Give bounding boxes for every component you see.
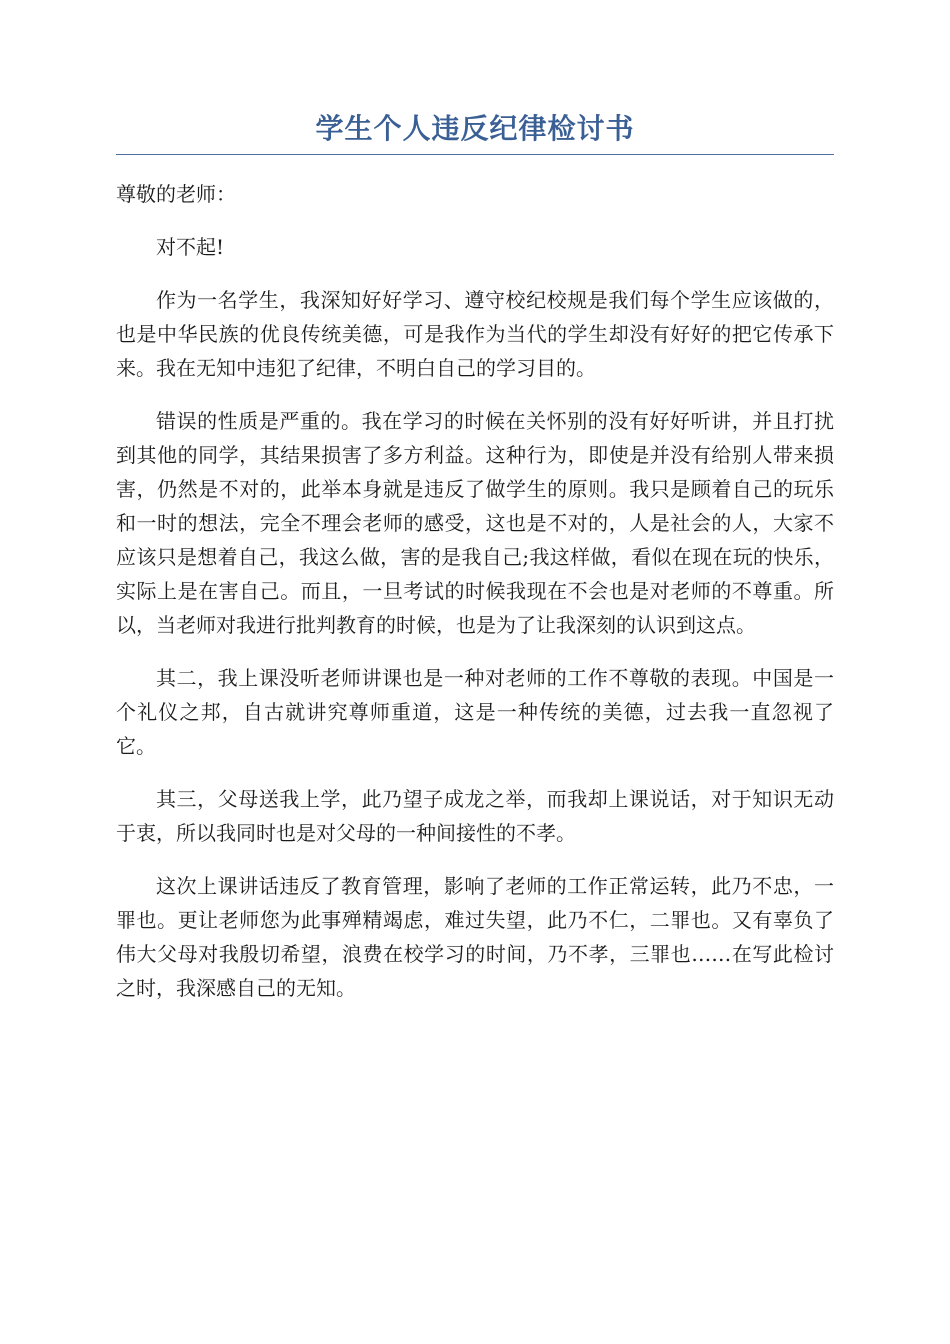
paragraph-apology: 对不起! [156, 235, 225, 259]
document-title: 学生个人违反纪律检讨书 [315, 112, 635, 145]
paragraph-conclusion: 这次上课讲话违反了教育管理，影响了老师的工作正常运转，此乃不忠，一罪也。更让老师您为此事殚精竭虑，难过失望，此乃不仁，二罪也。又有辜负了伟大父母对我殷切希望，浪费在校学习的时间，乃不孝，三罪也……在写此检讨之时，我深感自己的无知。 [116, 874, 834, 1000]
salutation: 尊敬的老师： [116, 182, 236, 206]
document-page [116, 108, 834, 1024]
paragraph-intro: 作为一名学生，我深知好好学习、遵守校纪校规是我们每个学生应该做的，也是中华民族的优良传统美德，可是我作为当代的学生却没有好好的把它传承下来。我在无知中违犯了纪律，不明白自己的学习目的。 [116, 288, 834, 380]
paragraph-third-point: 其三，父母送我上学，此乃望子成龙之举，而我却上课说话，对于知识无动于衷，所以我同时也是对父母的一种间接性的不孝。 [116, 787, 834, 845]
title-underline [116, 154, 834, 155]
paragraph-second-point: 其二，我上课没听老师讲课也是一种对老师的工作不尊敬的表现。中国是一个礼仪之邦，自古就讲究尊师重道，这是一种传统的美德，过去我一直忽视了它。 [116, 666, 834, 758]
paragraph-nature-of-error: 错误的性质是严重的。我在学习的时候在关怀别的没有好好听讲，并且打扰到其他的同学，其结果损害了多方利益。这种行为，即使是并没有给别人带来损害，仍然是不对的，此举本身就是违反了做学生的原则。我只是顾着自己的玩乐和一时的想法，完全不理会老师的感受，这也是不对的，人是社会的人，大家不应该只是想着自己，我这么做，害的是我自己;我这样做，看似在现在玩的快乐，实际上是在害自己。而且，一旦考试的时候我现在不会也是对老师的不尊重。所以，当老师对我进行批判教育的时候，也是为了让我深刻的认识到这点。 [116, 409, 834, 637]
